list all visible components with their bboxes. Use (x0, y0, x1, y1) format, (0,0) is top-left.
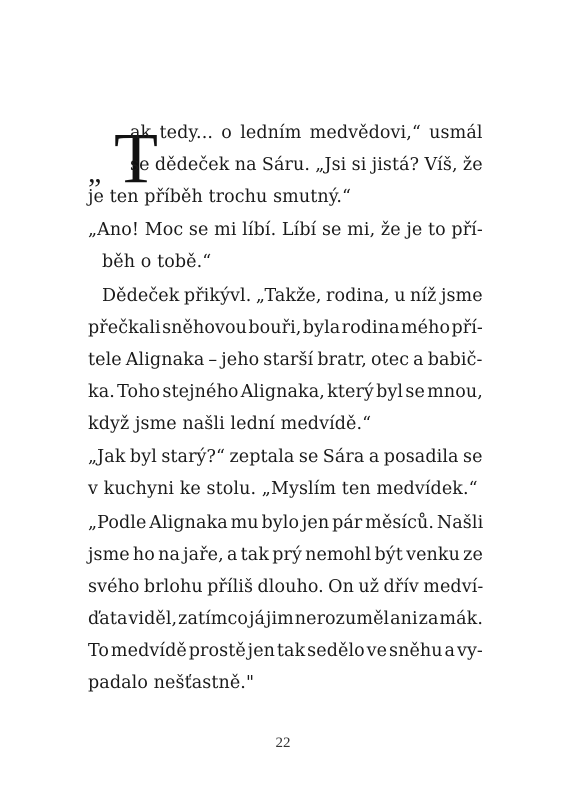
text-line-13: „Podle Alignaka mu bylo jen pár měsíců. Našli (88, 513, 484, 533)
text-line-14: jsme ho na jaře, a tak prý nemohl být venku ze (88, 545, 483, 565)
text-line-2: se dědeček na Sáru. „Jsi si jistá? Víš, že (130, 155, 483, 175)
text-line-8: tele Alignaka – jeho starší bratr, otec a babič- (88, 350, 483, 370)
text-line-5: běh o tobě.“ (102, 252, 212, 272)
text-line-9: ka. Toho stejného Alignaka, který byl se mnou, (88, 382, 483, 402)
text-line-6: Dědeček přikývl. „Takže, rodina, u níž jsme (102, 286, 483, 306)
text-line-4: „Ano! Moc se mi líbí. Líbí se mi, že je to pří- (88, 220, 483, 240)
text-line-11: „Jak byl starý?“ zeptala se Sára a posadila se (88, 447, 483, 467)
dropcap-quote: „ (88, 156, 102, 189)
text-line-7: přečkali sněhovou bouři, byla rodina mého pří- (88, 318, 483, 338)
text-line-16: ďata viděl, zatímco já jim nerozuměl ani za mák. (88, 609, 484, 629)
page-number: 22 (275, 735, 291, 751)
text-line-17: To medvídě prostě jen tak sedělo ve sněhu a vy- (88, 641, 483, 661)
dropcap-letter: T (114, 118, 158, 198)
text-line-1: ak tedy... o ledním medvědovi,“ usmál (130, 123, 483, 143)
text-line-15: svého brlohu příliš dlouho. On už dřív medví- (88, 577, 484, 597)
text-line-3: je ten příběh trochu smutný.“ (88, 187, 352, 207)
text-line-12: v kuchyni ke stolu. „Myslím ten medvídek.“ (88, 479, 478, 499)
text-line-10: když jsme našli lední medvídě.“ (88, 414, 372, 434)
text-line-18: padalo nešťastně." (88, 673, 255, 693)
